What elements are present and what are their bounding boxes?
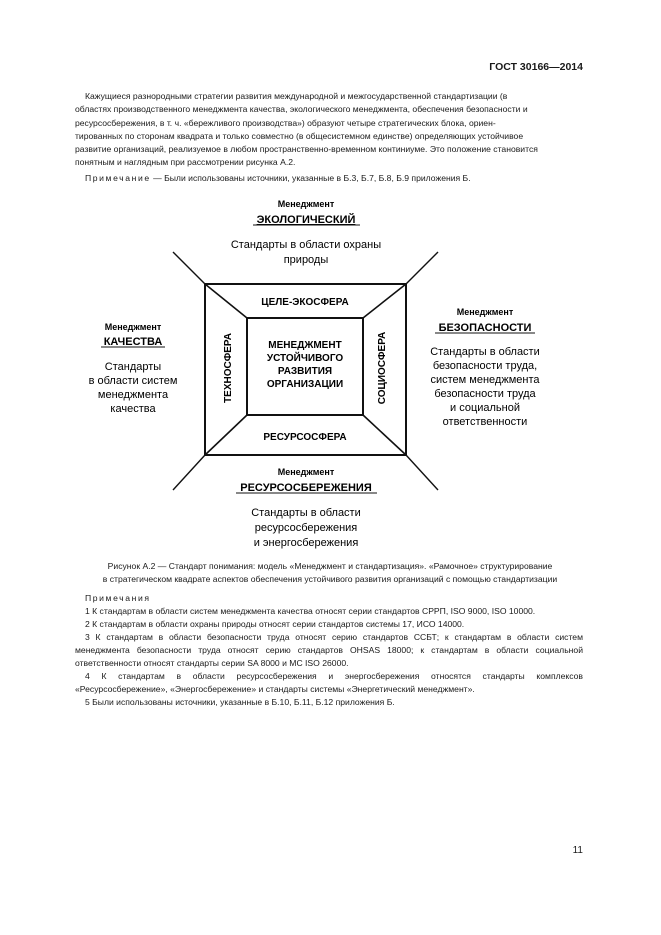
right-standards-line: ответственности <box>442 416 528 428</box>
diagonal-line-tr <box>406 252 438 284</box>
bottom-standards-line: ресурсосбережения <box>254 522 358 534</box>
bottom-standards-line: и энергосбережения <box>253 537 359 549</box>
bottom-management-heading: Менеджмент <box>277 467 335 477</box>
intro-line: тированных по сторонам квадрата и только совместно (в общесистемном единстве) определяющих устойчивое <box>75 130 524 141</box>
sphere-right-label: СОЦИОСФЕРА <box>377 331 388 405</box>
note-label: Примечание <box>85 173 151 183</box>
intro-line: понятным и наглядным при рассмотрении рисунка А.2. <box>75 157 296 168</box>
intro-line: ресурсосбережения, в т. ч. «бережливого производства») образуют четыре стратегических блока, ориен- <box>75 117 496 128</box>
right-management-heading: Менеджмент <box>456 307 514 317</box>
top-standards-line: природы <box>283 254 329 266</box>
top-management-title: ЭКОЛОГИЧЕСКИЙ <box>256 214 356 226</box>
center-line: МЕНЕДЖМЕНТ <box>268 340 342 351</box>
diagonal-line-tl <box>173 252 205 284</box>
bottom-standards-line: Стандарты в области <box>251 507 361 519</box>
left-management-title: КАЧЕСТВА <box>103 336 163 348</box>
sphere-left-label: ТЕХНОСФЕРА <box>223 333 234 403</box>
intro-line: областях производственного менеджмента качества, экологического менеджмента, обеспечения безопасности и <box>75 104 528 115</box>
standard-id: ГОСТ 30166—2014 <box>489 61 583 73</box>
right-standards-line: и социальной <box>450 402 520 414</box>
corner-line <box>363 284 406 318</box>
notes-heading: Примечания <box>85 593 151 603</box>
corner-line <box>363 415 406 455</box>
bottom-management-title: РЕСУРСОСБЕРЕЖЕНИЯ <box>240 482 372 494</box>
page-number: 11 <box>572 845 583 856</box>
notes-section <box>75 592 583 709</box>
right-standards-line: Стандарты в области <box>430 346 540 358</box>
right-standards-line: безопасности труда, <box>432 360 538 372</box>
caption-line: Рисунок А.2 — Стандарт понимания: модель «Менеджмент и стандартизация». «Рамочное» структурирование <box>107 561 553 571</box>
figure-caption <box>40 560 620 586</box>
corner-line <box>205 284 247 318</box>
right-standards-line: систем менеджмента <box>430 374 540 386</box>
left-management-heading: Менеджмент <box>104 322 162 332</box>
sphere-bottom-label: РЕСУРСОСФЕРА <box>263 432 347 443</box>
note-text: — Были использованы источники, указанные в Б.3, Б.7, Б.8, Б.9 приложения Б. <box>150 173 471 183</box>
diagonal-line-bl <box>173 455 205 490</box>
note-item: 3 К стандартам в области безопасности труда относят серию стандартов ССБТ; к стандартам в области систем менеджмента безопасности труда относят серию стандартов OHSAS 18000; к стандартам в области социальной ответственности относят стандарты серии SA 8000 и МС ISO 26000. <box>75 632 583 668</box>
note-item: 1 К стандартам в области систем менеджмента качества относят серии стандартов СРРП, ISO 9000, ISO 10000. <box>85 606 536 616</box>
left-standards-line: Стандарты <box>104 361 162 373</box>
intro-line: развитие организаций, реализуемое в любом пространственно-временном континиуме. Это положение становится <box>75 144 538 155</box>
right-standards-line: безопасности труда <box>434 388 536 400</box>
note-item: 2 К стандартам в области охраны природы относят серии стандартов системы 17, ИСО 14000. <box>85 619 465 629</box>
left-standards-line: менеджмента <box>97 389 169 401</box>
left-standards-line: в области систем <box>88 375 178 387</box>
right-management-title: БЕЗОПАСНОСТИ <box>438 322 532 334</box>
sphere-top-label: ЦЕЛЕ-ЭКОСФЕРА <box>261 297 349 308</box>
corner-line <box>205 415 247 455</box>
diagonal-line-br <box>406 455 438 490</box>
center-line: УСТОЙЧИВОГО <box>266 353 344 364</box>
left-standards-line: качества <box>110 403 156 415</box>
intro-line: Кажущиеся разнородными стратегии развития международной и межгосударственной стандартизации (в <box>85 91 508 101</box>
center-line: РАЗВИТИЯ <box>277 366 333 377</box>
note-item: 4 К стандартам в области ресурсосбережения и энергосбережения относятся стандарты комплексов «Ресурсосбережение», «Энергосбережение» и стандарты системы «Энергетический менеджмент». <box>75 671 583 694</box>
top-management-heading: Менеджмент <box>277 199 335 209</box>
top-standards-line: Стандарты в области охраны <box>230 239 382 251</box>
note-item: 5 Были использованы источники, указанные в Б.10, Б.11, Б.12 приложения Б. <box>85 697 395 707</box>
center-line: ОРГАНИЗАЦИИ <box>266 379 344 390</box>
caption-line: в стратегическом квадрате аспектов обеспечения устойчивого развития организаций с помощью стандартизации <box>102 574 558 584</box>
